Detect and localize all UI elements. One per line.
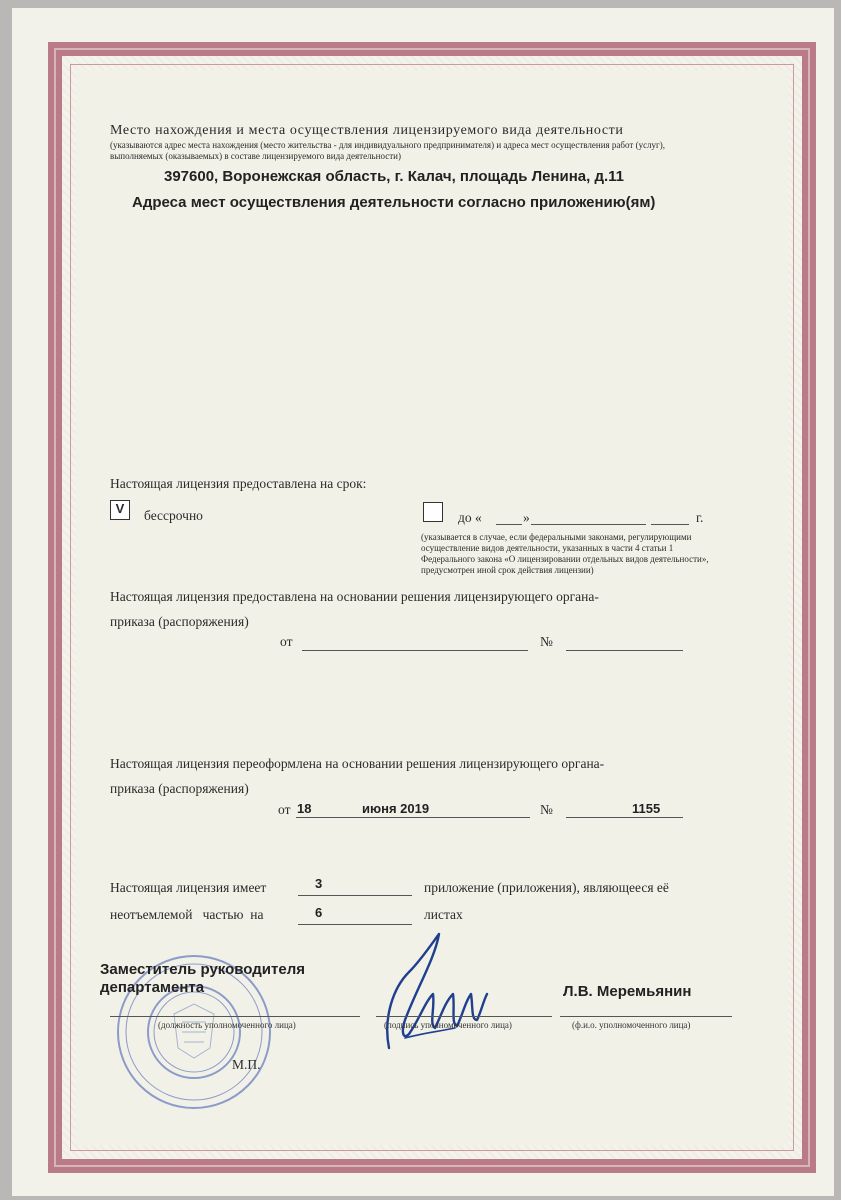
address: 397600, Воронежская область, г. Калач, площадь Ленина, д.11 bbox=[164, 168, 625, 185]
reissued-basis-line-2: приказа (распоряжения) bbox=[110, 781, 249, 796]
name-line bbox=[560, 1016, 732, 1017]
reissued-day: 18 bbox=[297, 801, 312, 816]
until-mid: » bbox=[523, 510, 530, 525]
indefinite-label: бессрочно bbox=[144, 508, 203, 523]
term-note-1: (указывается в случае, если федеральными законами, регулирующими bbox=[421, 532, 692, 542]
stamp-place-label: М.П. bbox=[232, 1057, 261, 1072]
indefinite-checkbox[interactable]: V bbox=[110, 500, 130, 520]
signature-caption: (подпись уполномоченного лица) bbox=[384, 1020, 512, 1030]
appendix-sheets-label: листах bbox=[424, 907, 463, 922]
appendix-sheets-line bbox=[298, 924, 412, 925]
appendix-count-line bbox=[298, 895, 412, 896]
reissued-date-line bbox=[296, 817, 530, 818]
term-label: Настоящая лицензия предоставлена на срок: bbox=[110, 476, 367, 491]
title-note-2: выполняемых (оказываемых) в составе лицензируемого вида деятельности) bbox=[110, 151, 401, 161]
granted-from-label: от bbox=[280, 634, 293, 649]
appendix-tail: приложение (приложения), являющееся её bbox=[424, 880, 669, 895]
term-note-3: Федерального закона «О лицензировании отдельных видов деятельности», bbox=[421, 554, 709, 564]
reissued-from-label: от bbox=[278, 802, 291, 817]
appendix-has-label: Настоящая лицензия имеет bbox=[110, 880, 267, 895]
handwritten-signature-icon bbox=[375, 928, 495, 1058]
appendix-count: 3 bbox=[315, 876, 323, 891]
name-caption: (ф.и.о. уполномоченного лица) bbox=[572, 1020, 691, 1030]
granted-basis-line-1: Настоящая лицензия предоставлена на основании решения лицензирующего органа- bbox=[110, 589, 599, 604]
reissued-month-year: июня 2019 bbox=[362, 801, 430, 816]
term-note-4: предусмотрен иной срок действия лицензии) bbox=[421, 565, 594, 575]
until-day-line bbox=[496, 524, 522, 525]
section-title: Место нахождения и места осуществления лицензируемого вида деятельности bbox=[110, 123, 624, 138]
until-date-checkbox[interactable] bbox=[423, 502, 443, 522]
signer-name: Л.В. Меремьянин bbox=[563, 983, 692, 1000]
until-prefix: до « bbox=[458, 510, 482, 525]
reissued-number-line bbox=[566, 817, 683, 818]
until-month-line bbox=[531, 524, 646, 525]
signer-position-line-2: департамента bbox=[100, 979, 205, 996]
granted-number-label: № bbox=[540, 634, 553, 649]
appendix-part-of: неотъемлемой частью на bbox=[110, 907, 264, 922]
signature-line bbox=[376, 1016, 552, 1017]
places-of-activity: Адреса мест осуществления деятельности согласно приложению(ям) bbox=[132, 194, 656, 211]
reissued-number-label: № bbox=[540, 802, 553, 817]
reissued-number-value: 1155 bbox=[632, 801, 661, 816]
position-line bbox=[110, 1016, 360, 1017]
granted-date-line bbox=[302, 650, 528, 651]
appendix-sheets: 6 bbox=[315, 905, 323, 920]
signer-position-line-1: Заместитель руководителя bbox=[100, 961, 305, 978]
position-caption: (должность уполномоченного лица) bbox=[158, 1020, 296, 1030]
reissued-basis-line-1: Настоящая лицензия переоформлена на основании решения лицензирующего органа- bbox=[110, 756, 605, 771]
until-year-line bbox=[651, 524, 689, 525]
granted-basis-line-2: приказа (распоряжения) bbox=[110, 614, 249, 629]
title-note-1: (указываются адрес места нахождения (место жительства - для индивидуального предпринимателя) и адреса мест осуществления работ (услуг), bbox=[110, 140, 665, 150]
granted-number-line bbox=[566, 650, 683, 651]
until-suffix: г. bbox=[696, 510, 704, 525]
term-note-2: осуществление видов деятельности, указанных в части 4 статьи 1 bbox=[421, 543, 674, 553]
